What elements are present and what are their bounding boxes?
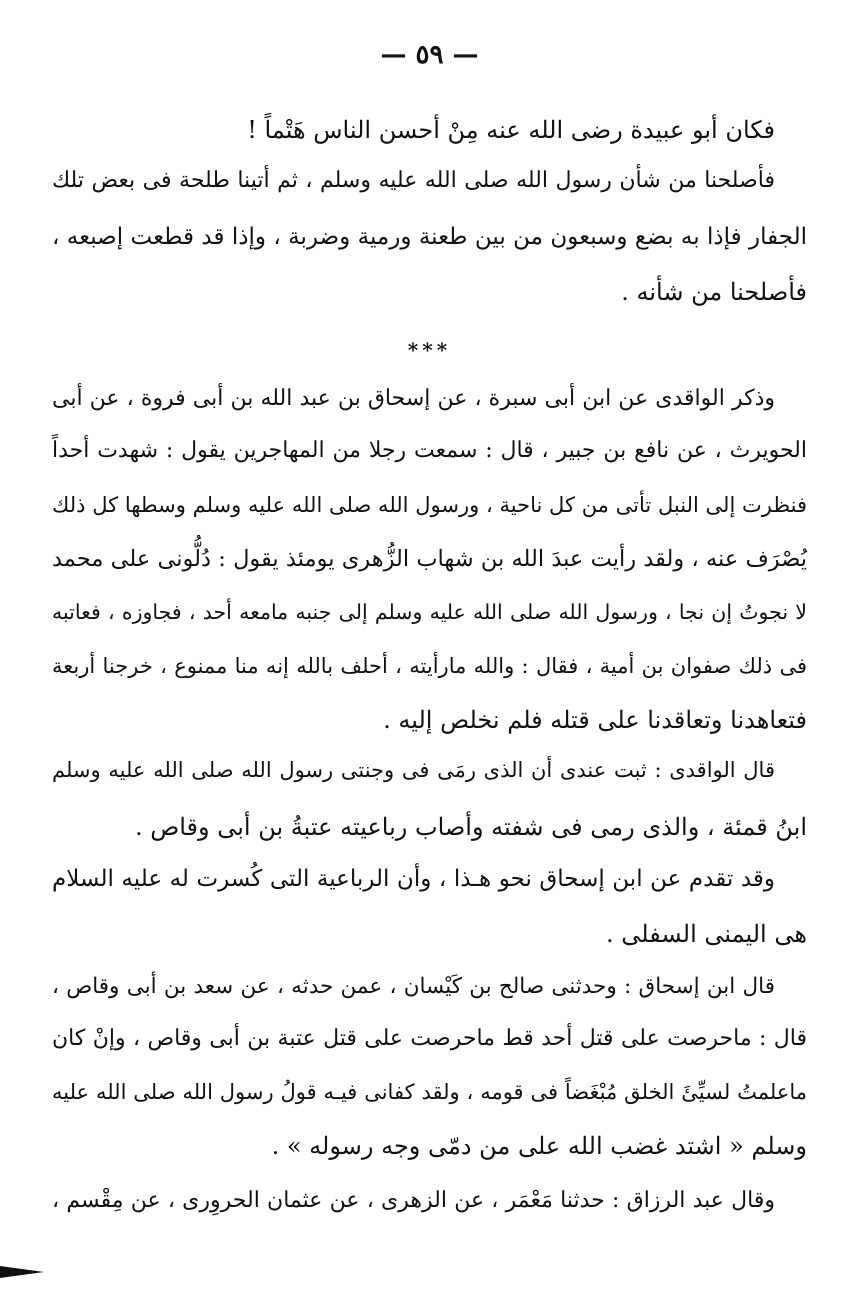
page-edge-mark: [0, 1266, 44, 1278]
text-line-20: وقال عبد الرزاق : حدثنا مَعْمَر ، عن الزهرى ، عن عثمان الحروِرى ، عن مِقْسم ،: [52, 1188, 775, 1213]
text-line-3: الجفار فإذا به بضع وسبعون من بين طعنة ورمية وضربة ، وإذا قد قطعت إصبعه ،: [52, 224, 807, 250]
text-line-4: فأصلحنا من شأنه .: [621, 278, 807, 306]
text-line-5: وذكر الواقدى عن ابن أبى سبرة ، عن إسحاق بن عبد الله بن أبى فروة ، عن أبى: [52, 386, 775, 411]
text-line-9: لا نجوتُ إن نجا ، ورسول الله صلى الله عليه وسلم إلى جنبه مامعه أحد ، فجاوزه ، فعاتبه: [52, 600, 807, 624]
text-line-12: قال الواقدى : ثبت عندى أن الذى رمَى فى وجنتى رسول الله صلى الله عليه وسلم: [52, 758, 775, 782]
section-separator: ***: [407, 338, 452, 362]
text-line-18: ماعلمتُ لسيِّئَ الخلق مُبْغَضاً فى قومه ، ولقد كفانى فيـه قولُ رسول الله صلى الله عليه: [52, 1080, 807, 1104]
text-line-17: قال : ماحرصت على قتل أحد قط ماحرصت على قتل عتبة بن أبى وقاص ، وإنْ كان: [52, 1026, 807, 1051]
text-line-11: فتعاهدنا وتعاقدنا على قتله فلم نخلص إليه .: [383, 706, 807, 734]
text-line-16: قال ابن إسحاق : وحدثنى صالح بن كَيْسان ، عمن حدثه ، عن سعد بن أبى وقاص ،: [52, 974, 775, 999]
text-line-1: فكان أبو عبيدة رضى الله عنه مِنْ أحسن الناس هَتْماً !: [247, 116, 775, 144]
text-line-13: ابنُ قمئة ، والذى رمى فى شفته وأصاب رباعيته عتبةُ بن أبى وقاص .: [134, 813, 807, 841]
text-line-19: وسلم « اشتد غضب الله على من دمّى وجه رسوله » .: [271, 1132, 807, 1160]
page-number: — ٥٩ —: [380, 40, 479, 70]
text-line-6: الحويرث ، عن نافع بن جبير ، قال : سمعت رجلا من المهاجرين يقول : شهدت أحداً: [52, 438, 807, 463]
text-line-8: يُصْرَف عنه ، ولقد رأيت عبدَ الله بن شهاب الزُّهرى يومئذ يقول : دُلُّونى على محمد: [52, 546, 807, 572]
text-line-14: وقد تقدم عن ابن إسحاق نحو هـذا ، وأن الرباعية التى كُسرت له عليه السلام: [52, 866, 775, 892]
text-line-7: فنظرت إلى النبل تأتى من كل ناحية ، ورسول الله صلى الله عليه وسلم وسطها كل ذلك: [52, 493, 807, 517]
text-line-10: فى ذلك صفوان بن أمية ، فقال : والله مارأيته ، أحلف بالله إنه منا ممنوع ، خرجنا أربعة: [52, 654, 807, 678]
text-line-15: هى اليمنى السفلى .: [606, 920, 807, 948]
text-line-2: فأصلحنا من شأن رسول الله صلى الله عليه وسلم ، ثم أتينا طلحة فى بعض تلك: [52, 168, 775, 193]
